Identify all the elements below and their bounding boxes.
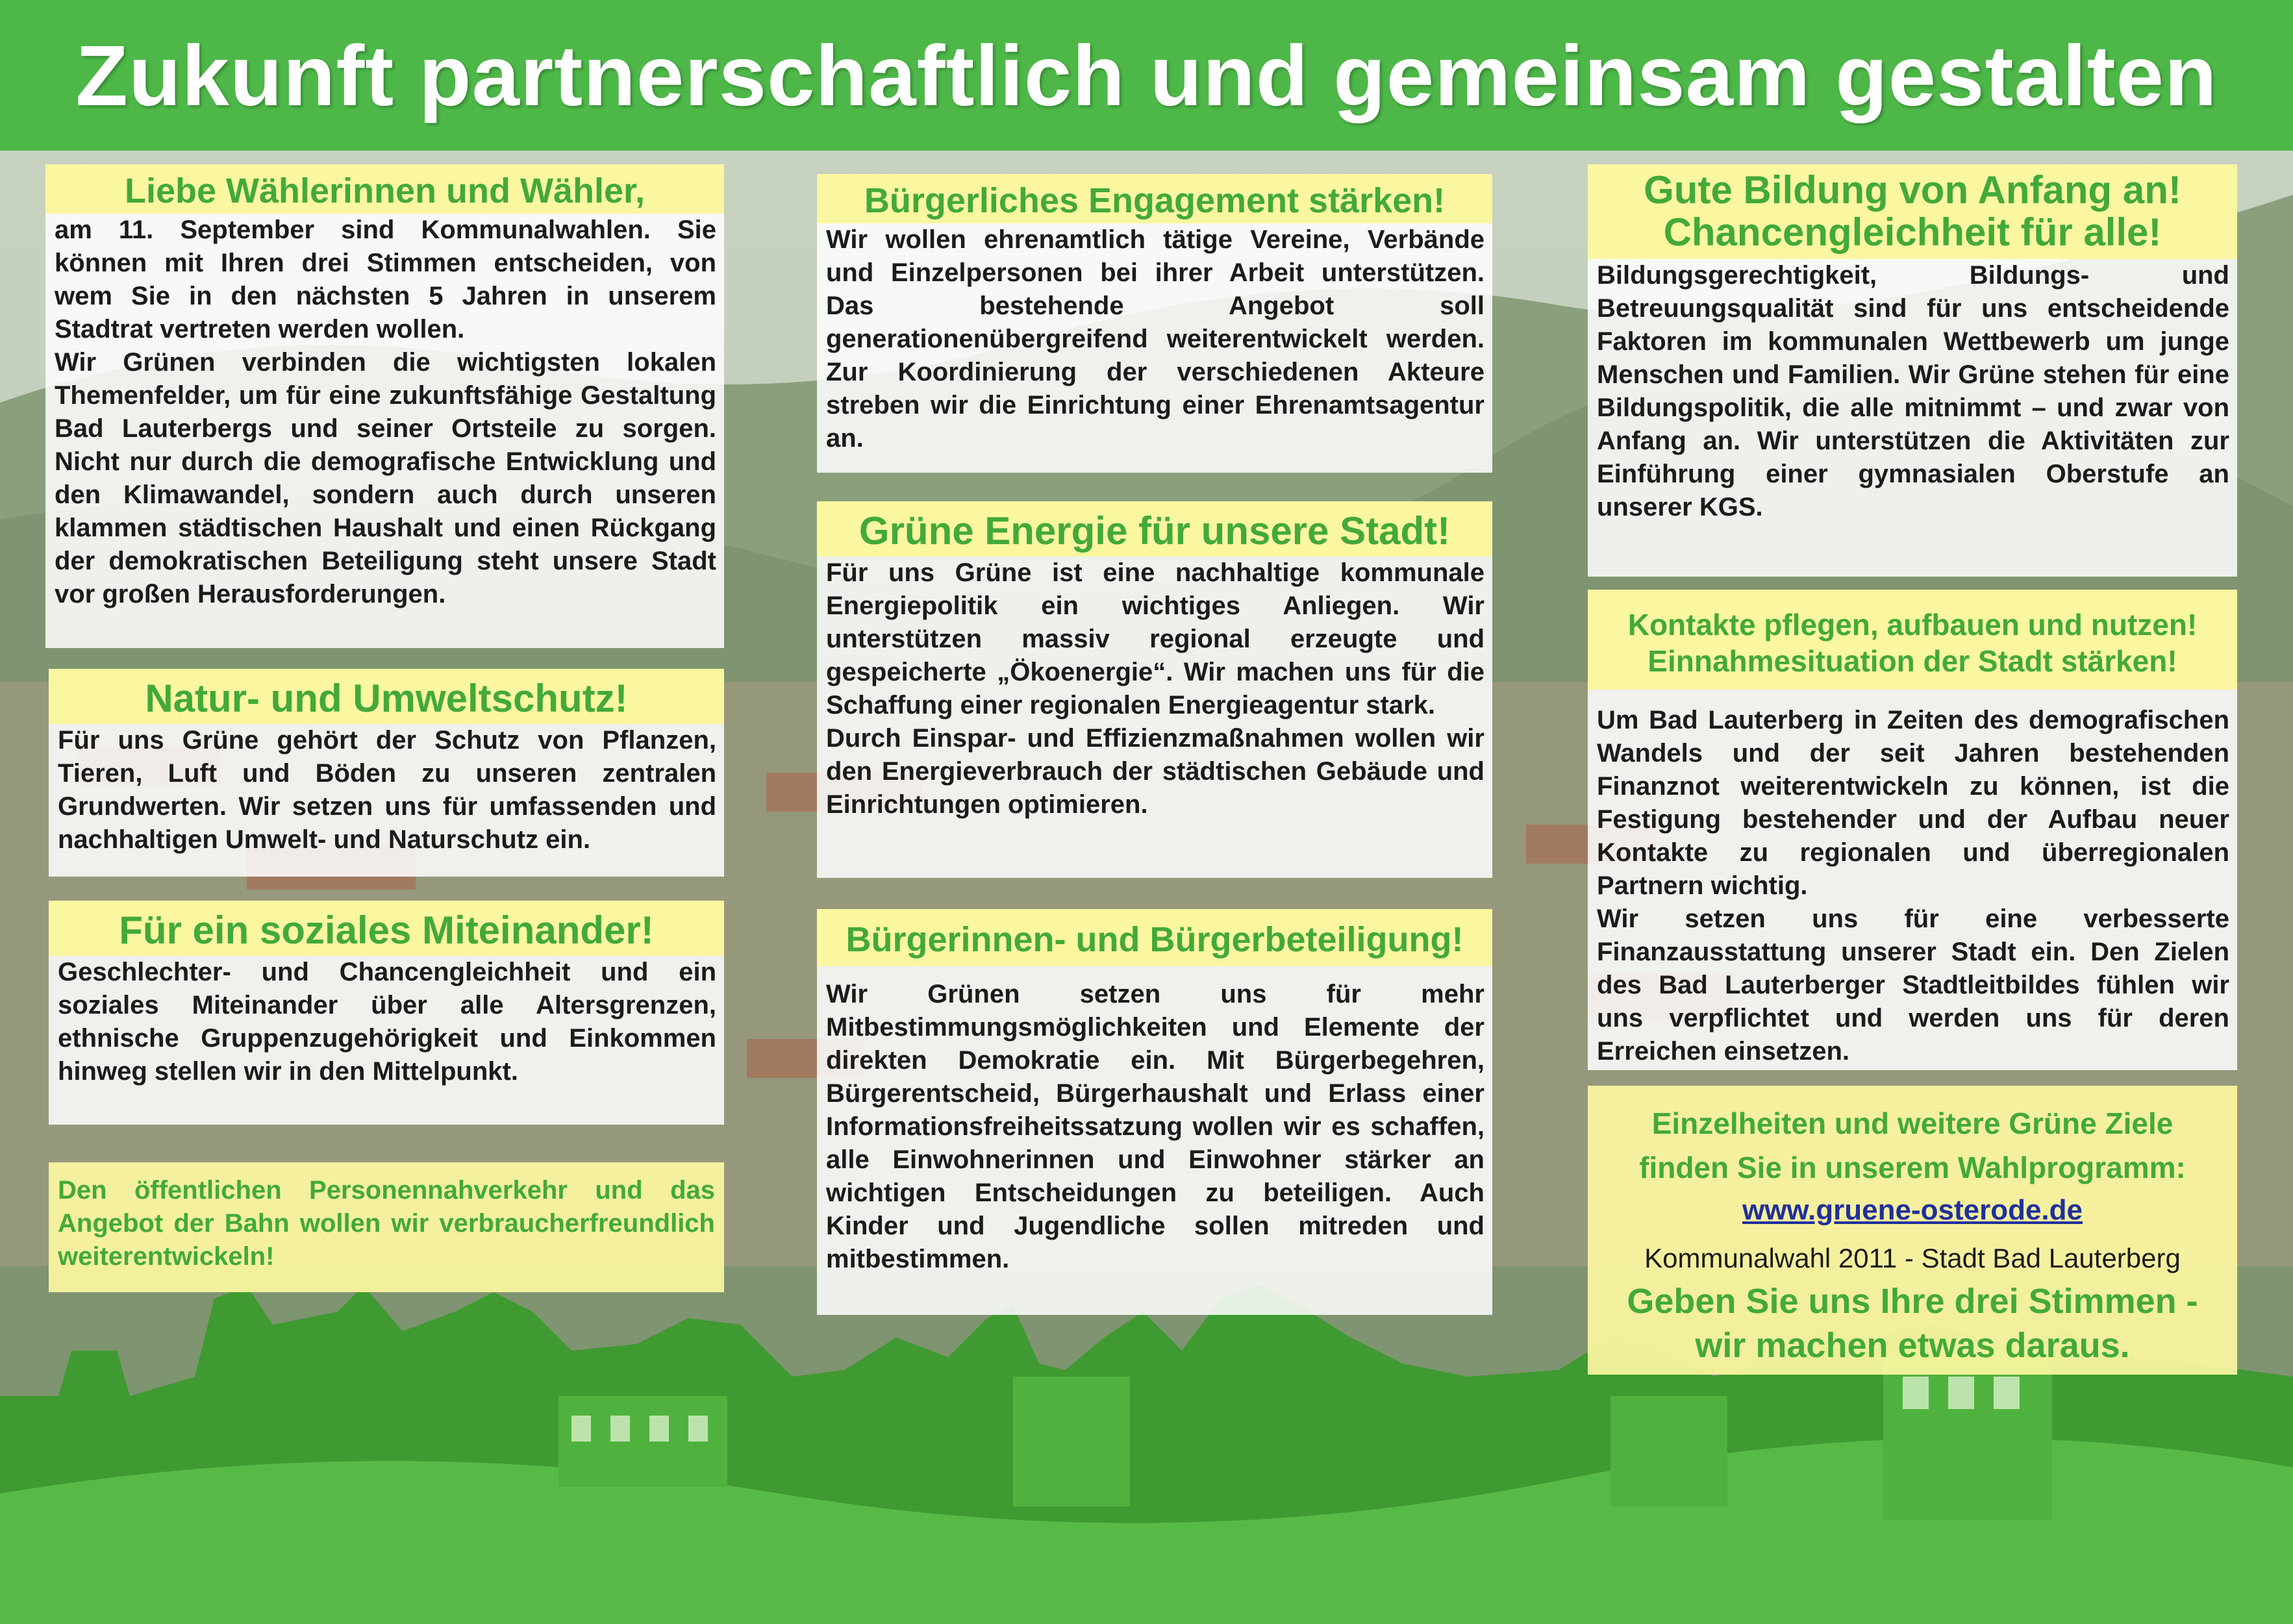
engagement-heading: Bürgerliches Engagement stärken! xyxy=(817,174,1492,223)
election-label: Kommunalwahl 2011 - Stadt Bad Lauterberg xyxy=(1644,1243,2181,1273)
engagement-text: Wir wollen ehrenamtlich tätige Vereine, Verbände und Einzelpersonen bei ihrer Arbeit unterstützen. Das bestehende Angebot soll generationenübergreifend weiterentwickelt werden. Zur Koordinierung der verschiedenen Akteure streben wir die Einrichtung einer Ehrenamtsagentur an. xyxy=(826,225,1485,453)
participation-box xyxy=(817,909,1492,1315)
contacts-paragraph-1: Um Bad Lauterberg in Zeiten des demografischen Wandels und der seit Jahren bestehenden Finanznot weiterentwickeln zu können, ist die Festigung bestehender und der Aufbau neuer Kontakte zu regionalen und überregionalen Partnern wichtig. xyxy=(1597,706,2229,900)
social-body xyxy=(49,956,724,1088)
voters-heading: Liebe Wählerinnen und Wähler, xyxy=(45,164,724,214)
engagement-box xyxy=(817,174,1492,473)
participation-text: Wir Grünen setzen uns für mehr Mitbestimmungsmöglichkeiten und Elemente der direkten Demokratie ein. Mit Bürgerbegehren, Bürgerentscheid, Bürgerhaushalt und Erlass einer Informationsfreiheitssatzung wollen wir es schaffen, alle Einwohnerinnen und Einwohner stärker an wichtigen Entscheidungen zu beteiligen. Auch Kinder und Jugendliche sollen mitreden und mitbestimmen. xyxy=(826,980,1485,1274)
participation-heading: Bürgerinnen- und Bürgerbeteiligung! xyxy=(817,909,1492,966)
cta-line-2: finden Sie in unserem Wahlprogramm: xyxy=(1639,1151,2186,1184)
voters-box xyxy=(45,164,724,648)
nature-text: Für uns Grüne gehört der Schutz von Pflanzen, Tieren, Luft und Böden zu unseren zentralen Grundwerten. Wir setzen uns für umfassenden und nachhaltigen Umwelt- und Naturschutz ein. xyxy=(58,725,716,854)
education-box xyxy=(1588,164,2237,577)
social-text: Geschlechter- und Chancengleichheit und ein soziales Miteinander über alle Altersgrenzen, ethnische Gruppenzugehörigkeit und Einkommen hinweg stellen wir in den Mittelpunkt. xyxy=(58,957,716,1086)
contacts-body xyxy=(1588,690,2237,1068)
nature-heading: Natur- und Umweltschutz! xyxy=(49,669,724,724)
program-link[interactable]: www.gruene-osterode.de xyxy=(1742,1194,2083,1226)
education-body xyxy=(1588,259,2237,524)
nature-body xyxy=(49,724,724,856)
education-heading xyxy=(1588,164,2237,259)
social-box xyxy=(49,901,724,1125)
education-heading-line-1: Gute Bildung von Anfang an! xyxy=(1644,168,2181,212)
participation-body xyxy=(817,966,1492,1276)
cta-line-1: Einzelheiten und weitere Grüne Ziele xyxy=(1651,1106,2174,1140)
energy-body xyxy=(817,556,1492,821)
contacts-heading-line-2: Einnahmesituation der Stadt stärken! xyxy=(1648,644,2177,678)
transport-text: Den öffentlichen Personennahverkehr und das Angebot der Bahn wollen wir verbraucherfreundlich weiterentwickeln! xyxy=(58,1176,715,1271)
nature-box xyxy=(49,669,724,877)
engagement-body xyxy=(817,223,1492,455)
voters-paragraph-2: Wir Grünen verbinden die wichtigsten lokalen Themenfelder, um für eine zukunftsfähige Gestaltung Bad Lauterbergs und seiner Ortsteile zu sorgen. Nicht nur durch die demografische Entwicklung und den Klimawandel, sondern auch durch unseren klammen städtischen Haushalt und einen Rückgang der demokratischen Beteiligung steht unsere Stadt vor großen Herausforderungen. xyxy=(55,348,716,609)
slogan-line-1: Geben Sie uns Ihre drei Stimmen - xyxy=(1627,1282,2198,1321)
header-banner xyxy=(0,0,2293,151)
page-title: Zukunft partnerschaftlich und gemeinsam gestalten xyxy=(75,27,2218,123)
energy-paragraph-1: Für uns Grüne ist eine nachhaltige kommunale Energiepolitik ein wichtiges Anliegen. Wir unterstützen massiv regional erzeugte und gespeicherte „Ökoenergie“. Wir machen uns für die Schaffung einer regionalen Energieagentur stark. xyxy=(826,558,1485,719)
education-heading-line-2: Chancengleichheit für alle! xyxy=(1663,210,2162,254)
social-heading: Für ein soziales Miteinander! xyxy=(49,901,724,956)
slogan-line-2: wir machen etwas daraus. xyxy=(1695,1326,2130,1365)
energy-paragraph-2: Durch Einspar- und Effizienzmaßnahmen wollen wir den Energieverbrauch der städtischen Gebäude und Einrichtungen optimieren. xyxy=(826,723,1485,819)
education-text: Bildungsgerechtigkeit, Bildungs- und Betreuungsqualität sind für uns entscheidende Faktoren im kommunalen Wettbewerb um junge Menschen und Familien. Wir Grüne stehen für eine Bildungspolitik, die alle mitnimmt – und zwar von Anfang an. Wir unterstützen die Aktivitäten zur Einführung einer gymnasialen Oberstufe an unserer KGS. xyxy=(1597,260,2229,521)
cta-box xyxy=(1588,1086,2237,1375)
transport-box xyxy=(49,1162,724,1292)
contacts-box xyxy=(1588,590,2237,1070)
voters-body xyxy=(45,214,724,611)
energy-heading: Grüne Energie für unsere Stadt! xyxy=(817,501,1492,556)
contacts-heading xyxy=(1588,590,2237,690)
voters-paragraph-1: am 11. September sind Kommunalwahlen. Sie können mit Ihren drei Stimmen entscheiden, von wem Sie in den nächsten 5 Jahren in unserem Stadtrat vertreten werden wollen. xyxy=(55,216,716,344)
contacts-heading-line-1: Kontakte pflegen, aufbauen und nutzen! xyxy=(1627,608,2198,642)
energy-box xyxy=(817,501,1492,878)
contacts-paragraph-2: Wir setzen uns für eine verbesserte Finanzausstattung unserer Stadt ein. Den Zielen des Bad Lauterberger Stadtleitbildes fühlen wir uns verpflichtet und werden uns für deren Erreichen einsetzen. xyxy=(1597,905,2229,1066)
